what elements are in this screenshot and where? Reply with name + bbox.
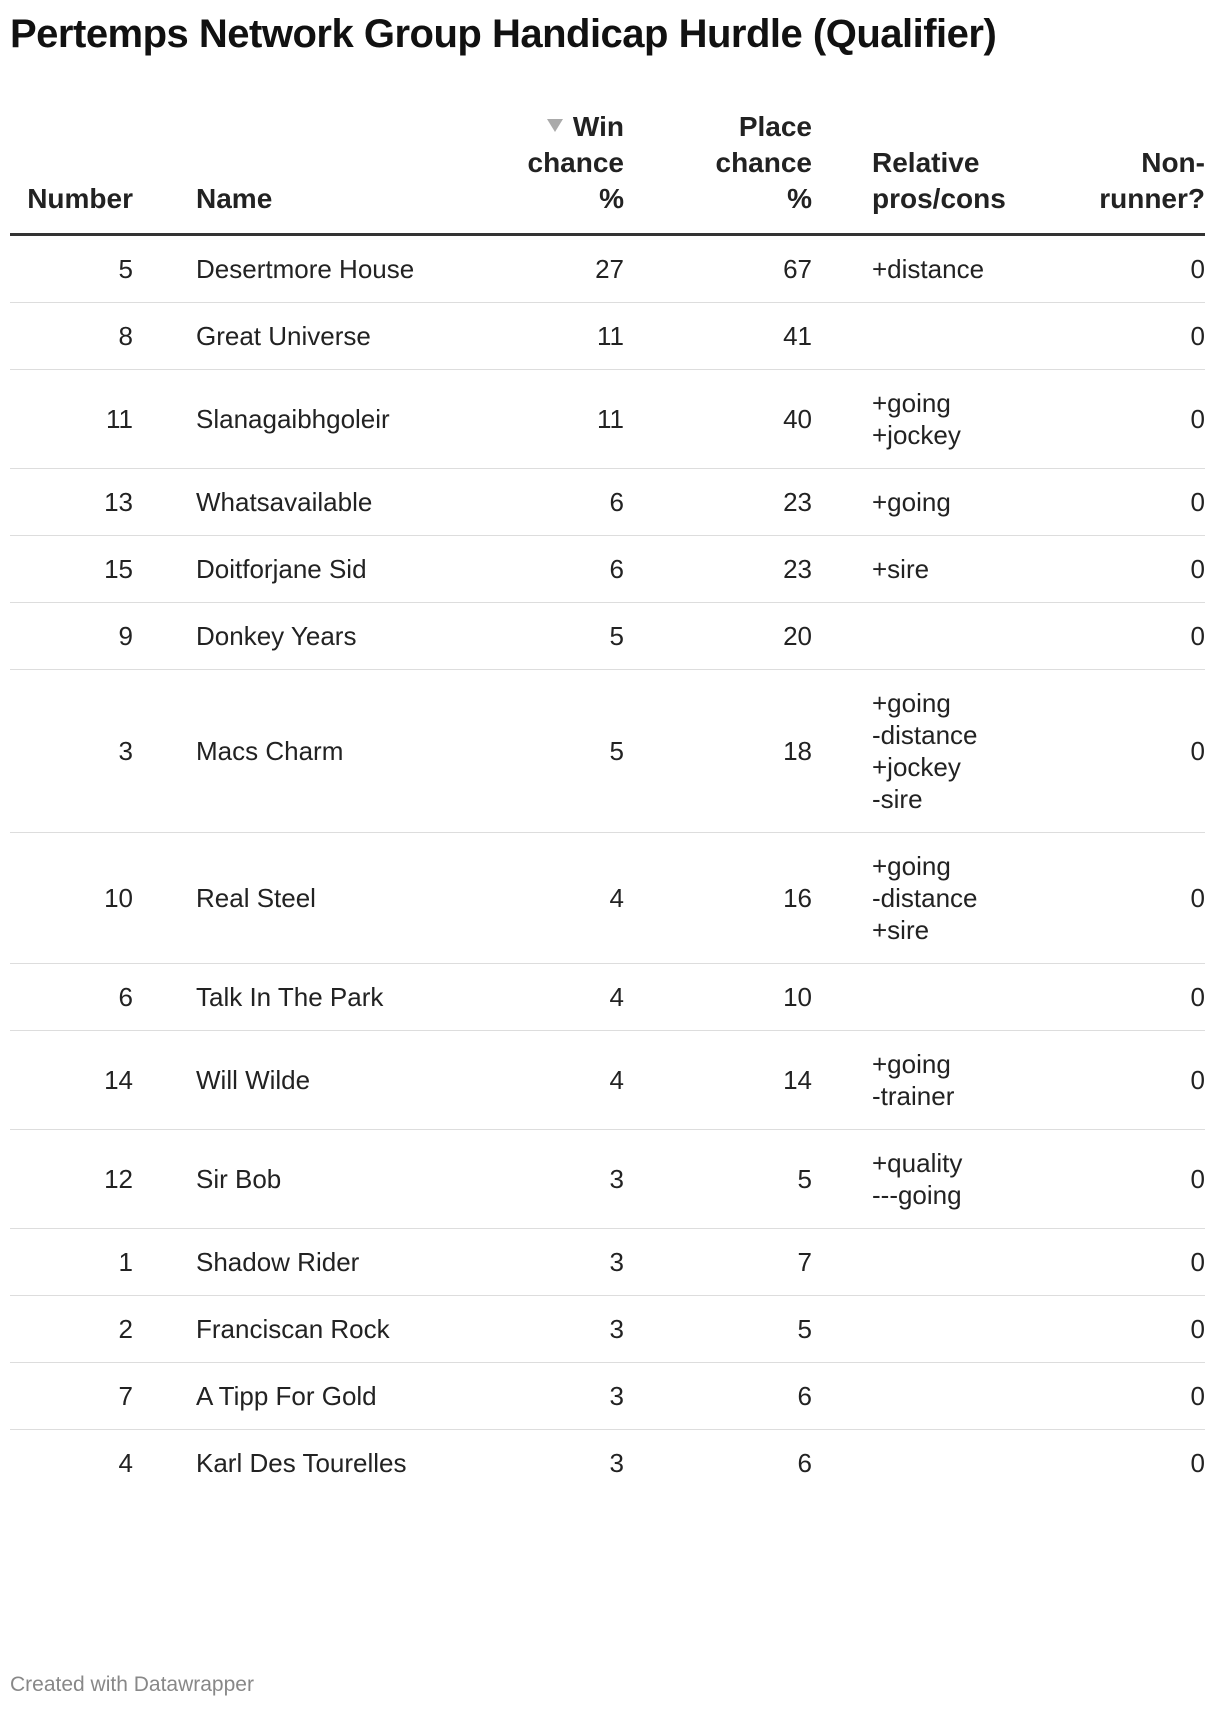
cell-pros-cons xyxy=(812,1430,1044,1497)
table-row xyxy=(10,670,1205,833)
table-row xyxy=(10,1031,1205,1130)
cell-non-runner: 0 xyxy=(1044,303,1205,370)
cell-number: 4 xyxy=(118,1448,133,1478)
cell-non-runner: 0 xyxy=(1044,1031,1205,1130)
cell-win-chance: 3 xyxy=(609,1448,624,1478)
table-row xyxy=(10,603,1205,670)
chart-container xyxy=(10,8,1205,1478)
cell-name: Will Wilde xyxy=(168,1031,454,1130)
pros-cons-item: +sire xyxy=(872,915,930,945)
pros-cons-item: -sire xyxy=(872,784,923,814)
header-nr-line: runner? xyxy=(1099,183,1205,214)
cell-pros-cons xyxy=(812,1363,1044,1430)
cell-pros-cons xyxy=(812,1031,1044,1130)
cell-non-runner: 0 xyxy=(1044,536,1205,603)
cell-non-runner: 0 xyxy=(1044,1296,1205,1363)
cell-non-runner: 0 xyxy=(1044,670,1205,833)
table-row xyxy=(10,1229,1205,1296)
table-row xyxy=(10,833,1205,964)
cell-non-runner: 0 xyxy=(1044,1130,1205,1229)
table-row xyxy=(10,536,1205,603)
cell-name: Donkey Years xyxy=(168,603,454,670)
pros-cons-item: ---going xyxy=(872,1180,962,1210)
pros-cons-item: +jockey xyxy=(872,752,961,782)
table-row xyxy=(10,1363,1205,1430)
cell-name: Shadow Rider xyxy=(168,1229,454,1296)
pros-cons-item: +sire xyxy=(872,554,930,584)
pros-cons-item: +going xyxy=(872,688,951,718)
cell-non-runner: 0 xyxy=(1044,235,1205,303)
cell-number: 6 xyxy=(10,964,168,1031)
header-name[interactable]: Name xyxy=(168,109,454,235)
cell-place-chance: 6 xyxy=(624,1363,812,1430)
cell-number: 2 xyxy=(10,1296,168,1363)
cell-non-runner: 0 xyxy=(1044,964,1205,1031)
table-row xyxy=(10,469,1205,536)
cell-place-chance: 23 xyxy=(624,536,812,603)
cell-number: 5 xyxy=(10,235,168,303)
pros-cons-item: +quality xyxy=(872,1148,963,1178)
cell-win-chance: 3 xyxy=(454,1229,624,1296)
cell-win-chance: 3 xyxy=(454,1130,624,1229)
cell-non-runner: 0 xyxy=(1044,1363,1205,1430)
cell-pros-cons xyxy=(812,1130,1044,1229)
pros-cons-item: +going xyxy=(872,388,951,418)
cell-pros-cons xyxy=(812,833,1044,964)
table-header-row xyxy=(10,109,1205,235)
table-row xyxy=(10,964,1205,1031)
cell-non-runner: 0 xyxy=(1044,833,1205,964)
header-place-chance[interactable] xyxy=(624,109,812,235)
cell-place-chance: 6 xyxy=(797,1448,812,1478)
cell-place-chance: 10 xyxy=(624,964,812,1031)
cell-pros-cons xyxy=(812,536,1044,603)
header-nr-line: Non- xyxy=(1141,147,1205,178)
cell-pros-cons xyxy=(812,469,1044,536)
table-row xyxy=(10,1130,1205,1229)
cell-win-chance: 5 xyxy=(454,603,624,670)
pros-cons-item: +going xyxy=(872,1049,951,1079)
header-non-runner[interactable] xyxy=(1044,109,1205,235)
cell-name: A Tipp For Gold xyxy=(168,1363,454,1430)
header-pros-cons[interactable] xyxy=(812,109,1044,235)
cell-win-chance: 11 xyxy=(454,303,624,370)
cell-win-chance: 3 xyxy=(454,1363,624,1430)
cell-number: 11 xyxy=(10,370,168,469)
cell-non-runner: 0 xyxy=(1044,1229,1205,1296)
header-win-line: Win xyxy=(572,111,624,142)
pros-cons-item: +going xyxy=(872,851,951,881)
cell-pros-cons xyxy=(812,603,1044,670)
cell-name: Macs Charm xyxy=(168,670,454,833)
table-row xyxy=(10,370,1205,469)
cell-name: Whatsavailable xyxy=(168,469,454,536)
header-place-line: chance xyxy=(715,147,812,178)
cell-place-chance: 41 xyxy=(624,303,812,370)
cell-win-chance: 4 xyxy=(454,1031,624,1130)
header-pros-line: Relative xyxy=(872,147,980,178)
table-row xyxy=(10,235,1205,303)
cell-number: 8 xyxy=(10,303,168,370)
cell-number: 12 xyxy=(10,1130,168,1229)
cell-pros-cons xyxy=(812,303,1044,370)
cell-name: Talk In The Park xyxy=(168,964,454,1031)
cell-non-runner: 0 xyxy=(1044,603,1205,670)
cell-place-chance: 16 xyxy=(624,833,812,964)
cell-place-chance: 40 xyxy=(624,370,812,469)
cell-place-chance: 7 xyxy=(624,1229,812,1296)
pros-cons-item: +jockey xyxy=(872,420,961,450)
cell-name: Desertmore House xyxy=(168,235,454,303)
cell-name: Real Steel xyxy=(168,833,454,964)
header-place-line: Place xyxy=(738,111,812,142)
cell-number: 10 xyxy=(10,833,168,964)
header-number[interactable]: Number xyxy=(10,109,168,235)
header-win-chance[interactable] xyxy=(454,109,624,235)
cell-name: Slanagaibhgoleir xyxy=(168,370,454,469)
pros-cons-item: +going xyxy=(872,487,951,517)
chart-title: Pertemps Network Group Handicap Hurdle (Qualifier) xyxy=(10,12,997,56)
cell-place-chance: 14 xyxy=(624,1031,812,1130)
cell-win-chance: 6 xyxy=(454,536,624,603)
cell-pros-cons xyxy=(812,1229,1044,1296)
cell-name: Karl Des Tourelles xyxy=(196,1448,407,1478)
cell-pros-cons xyxy=(812,670,1044,833)
cell-win-chance: 4 xyxy=(454,833,624,964)
cell-number: 7 xyxy=(10,1363,168,1430)
cell-number: 15 xyxy=(10,536,168,603)
cell-name: Doitforjane Sid xyxy=(168,536,454,603)
header-win-line: chance xyxy=(527,147,624,178)
cell-win-chance: 6 xyxy=(454,469,624,536)
cell-place-chance: 23 xyxy=(624,469,812,536)
cell-number: 1 xyxy=(10,1229,168,1296)
cell-place-chance: 5 xyxy=(624,1296,812,1363)
cell-win-chance: 11 xyxy=(454,370,624,469)
cell-win-chance: 4 xyxy=(454,964,624,1031)
pros-cons-item: -distance xyxy=(872,883,978,913)
cell-place-chance: 18 xyxy=(624,670,812,833)
header-win-line: % xyxy=(599,183,624,214)
table-row xyxy=(10,1430,1205,1497)
cell-name: Sir Bob xyxy=(168,1130,454,1229)
table-row xyxy=(10,303,1205,370)
cell-number: 14 xyxy=(10,1031,168,1130)
header-place-line: % xyxy=(787,183,812,214)
runners-table xyxy=(10,109,1205,1496)
footer-credit[interactable]: Created with Datawrapper xyxy=(10,1673,254,1696)
cell-name: Franciscan Rock xyxy=(168,1296,454,1363)
cell-win-chance: 3 xyxy=(454,1296,624,1363)
cell-non-runner: 0 xyxy=(1044,469,1205,536)
cell-pros-cons xyxy=(812,235,1044,303)
cell-win-chance: 5 xyxy=(454,670,624,833)
header-pros-line: pros/cons xyxy=(872,183,1006,214)
cell-number: 13 xyxy=(10,469,168,536)
cell-pros-cons xyxy=(812,1296,1044,1363)
cell-win-chance: 27 xyxy=(454,235,624,303)
cell-place-chance: 5 xyxy=(624,1130,812,1229)
pros-cons-item: -distance xyxy=(872,720,978,750)
pros-cons-item: -trainer xyxy=(872,1081,955,1111)
cell-name: Great Universe xyxy=(168,303,454,370)
cell-place-chance: 20 xyxy=(624,603,812,670)
table-body xyxy=(10,235,1205,1497)
cell-pros-cons xyxy=(812,370,1044,469)
cell-pros-cons xyxy=(812,964,1044,1031)
cell-number: 3 xyxy=(10,670,168,833)
cell-place-chance: 67 xyxy=(624,235,812,303)
sort-descending-icon xyxy=(547,119,563,132)
cell-non-runner: 0 xyxy=(1044,370,1205,469)
table-row xyxy=(10,1296,1205,1363)
cell-non-runner: 0 xyxy=(1190,1448,1205,1478)
cell-number: 9 xyxy=(10,603,168,670)
pros-cons-item: +distance xyxy=(872,254,985,284)
